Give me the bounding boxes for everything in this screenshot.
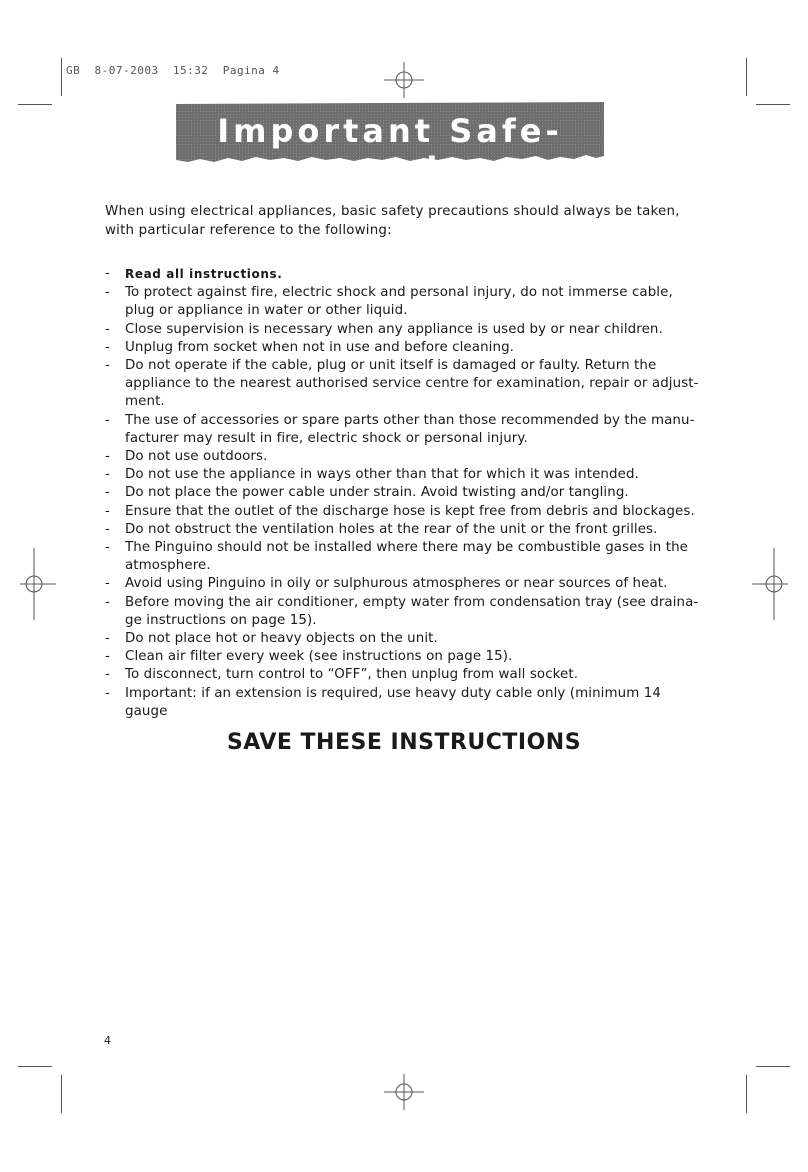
page-number: 4 — [104, 1034, 111, 1047]
crop-mark-bottom-left-vertical — [61, 1075, 62, 1113]
list-item — [105, 339, 705, 357]
list-dash: - — [105, 649, 110, 665]
crop-mark-top-left-vertical — [61, 58, 62, 96]
list-item-text: Do not place the power cable under strain. Avoid twisting and/or tangling. — [125, 485, 629, 501]
registration-mark-left — [20, 548, 60, 620]
list-item-text: To disconnect, turn control to “OFF”, then unplug from wall socket. — [125, 667, 579, 683]
list-dash: - — [105, 540, 110, 556]
list-dash: - — [105, 266, 110, 281]
list-item-text: Important: if an extension is required, use heavy duty cable only (minimum 14 gauge — [125, 685, 661, 719]
list-item — [105, 575, 705, 593]
list-item-text: To protect against fire, electric shock and personal injury, do not immerse cable, plug or appliance in water or other liquid. — [125, 285, 673, 319]
list-item — [105, 594, 705, 630]
list-item-text: Unplug from socket when not in use and before cleaning. — [125, 339, 515, 355]
list-item-text: Ensure that the outlet of the discharge hose is kept free from debris and blockages. — [125, 503, 695, 519]
crop-mark-top-right-vertical — [746, 58, 747, 96]
list-item — [105, 685, 705, 721]
list-item-text: Avoid using Pinguino in oily or sulphurous atmospheres or near sources of heat. — [125, 576, 668, 592]
crop-mark-bottom-left-horizontal — [18, 1066, 52, 1067]
list-item — [105, 265, 705, 284]
list-item-text: Do not use outdoors. — [125, 449, 268, 465]
list-item — [105, 630, 705, 648]
list-item-text: Clean air filter every week (see instructions on page 15). — [125, 649, 513, 665]
crop-mark-bottom-right-vertical — [746, 1075, 747, 1113]
list-item — [105, 648, 705, 666]
list-item-text: Do not use the appliance in ways other than that for which it was intended. — [125, 467, 639, 483]
list-item — [105, 666, 705, 684]
save-instructions-heading: SAVE THESE INSTRUCTIONS — [226, 730, 582, 755]
list-item-text: Do not place hot or heavy objects on the unit. — [125, 631, 438, 647]
list-dash: - — [105, 485, 110, 501]
registration-mark-right — [748, 548, 788, 620]
list-dash: - — [105, 576, 110, 592]
list-item-text: Do not obstruct the ventilation holes at the rear of the unit or the front grilles. — [125, 521, 658, 537]
list-item — [105, 448, 705, 466]
list-dash: - — [105, 358, 110, 374]
crop-mark-bottom-right-horizontal — [756, 1066, 790, 1067]
list-item — [105, 539, 705, 575]
list-item — [105, 521, 705, 539]
list-item-text: Before moving the air conditioner, empty water from condensation tray (see draina-ge instructions on page 15). — [125, 594, 699, 628]
list-dash: - — [105, 503, 110, 519]
page-title: Important Safe-guards — [217, 112, 563, 188]
print-header: GB 8-07-2003 15:32 Pagina 4 — [66, 64, 280, 77]
list-dash: - — [105, 521, 110, 537]
list-item — [105, 412, 705, 448]
list-dash: - — [105, 412, 110, 428]
list-item-text: The use of accessories or spare parts other than those recommended by the manu-facturer may result in fire, electric shock or personal injury. — [125, 412, 695, 446]
list-item — [105, 466, 705, 484]
list-dash: - — [105, 339, 110, 355]
list-dash: - — [105, 667, 110, 683]
list-dash: - — [105, 594, 110, 610]
list-dash: - — [105, 685, 110, 701]
title-banner — [176, 102, 604, 188]
list-dash: - — [105, 467, 110, 483]
registration-mark-top — [380, 60, 428, 100]
list-item — [105, 321, 705, 339]
list-dash: - — [105, 631, 110, 647]
list-item-text: The Pinguino should not be installed where there may be combustible gases in the atmosphere. — [125, 540, 688, 574]
list-item-text: Do not operate if the cable, plug or unit itself is damaged or faulty. Return the appliance to the nearest authorised service centre for examination, repair or adjust-ment. — [125, 358, 699, 410]
registration-mark-bottom — [380, 1072, 428, 1112]
list-item — [105, 357, 705, 412]
list-dash: - — [105, 321, 110, 337]
crop-mark-top-left-horizontal — [18, 104, 52, 105]
list-item — [105, 503, 705, 521]
list-item — [105, 484, 705, 502]
list-item-text: Close supervision is necessary when any appliance is used by or near children. — [125, 321, 663, 337]
intro-paragraph: When using electrical appliances, basic safety precautions should always be taken, with particular reference to the following: — [105, 204, 680, 238]
list-dash: - — [105, 449, 110, 465]
list-dash: - — [105, 285, 110, 301]
safeguards-list — [105, 265, 705, 721]
list-item-text: Read all instructions. — [125, 267, 283, 281]
list-item — [105, 284, 705, 320]
crop-mark-top-right-horizontal — [756, 104, 790, 105]
